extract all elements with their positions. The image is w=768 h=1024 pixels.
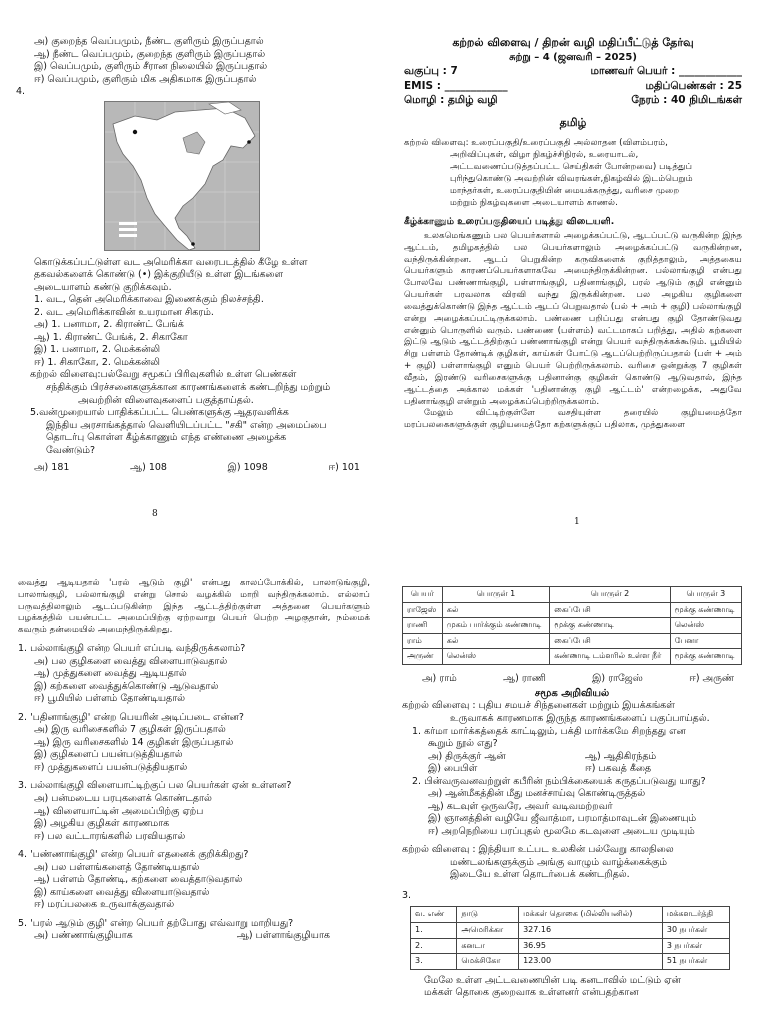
- page-1: [384, 0, 768, 535]
- option-row: [18, 930, 370, 943]
- outcome-line: கற்றல் விளைவு: உரைப்பகுதி/உரைப்பகுதி அல்லாதன (விளம்பரம்,: [404, 137, 668, 148]
- q5-options: [34, 462, 370, 475]
- question-text-line: 5.வன்முறையால் பாதிக்கப்பட்ட பெண்களுக்கு ஆதரவளிக்க: [30, 407, 289, 419]
- table-options: [422, 673, 742, 686]
- table-row: [403, 602, 742, 618]
- option[interactable]: அ) இரு வரிசைகளில் 7 குழிகள் இருப்பதால்: [34, 724, 226, 736]
- learning-outcome: [402, 700, 742, 725]
- outcome-line: மாந்தர்கள், உரைப்பகுதியின் மையக்கருத்து, வரிசை முறை: [450, 185, 680, 196]
- header-row: [404, 94, 742, 108]
- table-header: வ. எண்: [411, 907, 457, 923]
- table-cell: அமெரிக்கா: [457, 922, 519, 938]
- table-cell: கைப்பேசி: [550, 633, 671, 649]
- option[interactable]: அ) பல குழிகளை வைத்து விளையாடுவதால்: [34, 655, 228, 667]
- table-cell: 30 நபர்கள்: [662, 922, 729, 938]
- passage-paragraph: உலகமெங்கணும் பல பெயர்களால் அழைக்கப்பட்டு, ஆடப்பட்டு வருகின்ற இந்த ஆட்டம், தமிழகத்தில் பல பெயர்களாலும் அழைக்கப்பட்டு வருகின்றன, வந்திருக்கின்றன. ஆடப் பெறுகின்ற கருவிகளைக் குறித்தாலும், அத்தகைய பெயர்களும் காரணப்பெயர்களாகவே அமைந்திருக்கின்றன. பல்லாங்குழி என்பது போலவே பண்ணாங்குழி, பள்ளாங்குழி, பதினாங்குழி, பரல் ஆடும் குழி என்னும் பெயர்கள் பரவலாக விரவி வந்து இருக்கின்றன. பல அழகிய குழிகளை வைத்துக்கொண்டு இந்த ஆட்டம் ஆடப் பெறுவதால் (பல் + அம் + குழி) பல்லாங்குழி என்று அழைக்கப்பட்டிருக்கலாம். பண்ணை பறிப்பது என்பது குழி தோண்டுவது என்னும் பொருளில் வரும். பண்ணை (பள்ளம்) வட்டமாகப் பறித்து, அதில் கற்களை இட்டு ஆடும் ஆட்டத்திற்குப் பண்ணாங்குழி என்று பெயர் வந்திருக்கக்கூடும். பூமியில் சிறு பள்ளம் தோண்டிக் குழிகள், காய்கள் போட்டு ஆடப்பெற்றிருப்பதால் (பள் + அம் + குழி) பள்ளாங்குழி எனும் பெயர் பெற்றிருக்கலாம். வரிசை ஒன்றுக்கு 7 குழிகள் வீதம், இரண்டு வரிசைகளுக்கு பதினான்கு குழிகள் கொண்டு ஆடுவதால், இந்த ஆட்டத்தை அக்கால மக்கள் 'பதினான்கு குழி ஆட்டம்' என்றழைக்க, அதுவே பதினாங்குழி என்றும் அழைக்கப்பெற்றிருக்கலாம்.: [404, 230, 742, 407]
- question-text-line: மக்கள் தொகை குறைவாக உள்ளனர் என்பதற்கான: [424, 987, 639, 999]
- question-text: 2. பின்வருவனவற்றுள் கபீரின் நம்பிக்கையைக் கருதப்படுவது யாது?: [412, 775, 706, 787]
- table-row: [403, 618, 742, 634]
- table-header: மக்களடர்த்தி: [662, 907, 729, 923]
- table-cell: ராஜேஸ்: [403, 602, 443, 618]
- option[interactable]: ஆ) விளையாட்டின் அமைப்பிற்கு ஏற்ப: [34, 805, 204, 817]
- header-row: [404, 80, 742, 94]
- question-text-line: கொடுக்கப்பட்டுள்ள வட அமெரிக்கா வரைபடத்தில் கீழே உள்ள: [34, 256, 308, 268]
- option-row: [412, 751, 742, 764]
- table-cell: லென்ஸ்: [442, 649, 549, 665]
- page-number: 1: [574, 517, 580, 528]
- option[interactable]: இ) கற்களை வைத்துக்கொண்டு ஆடுவதால்: [34, 680, 219, 692]
- option[interactable]: இ) 1098: [227, 462, 268, 474]
- option[interactable]: ஆ) நீண்ட வெப்பமும், குறைந்த குளிரும் இருப்பதால்: [34, 48, 266, 60]
- option[interactable]: ஆ) ஆதிகிரந்தம்: [585, 750, 657, 762]
- outcome-line: அவற்றின் விளைவுகளைப் பகுத்தாய்தல்.: [78, 394, 254, 406]
- option[interactable]: அ) ஆன்மீகத்தின் மீது மனச்சாய்வு கொண்டிருத்தல்: [428, 788, 646, 800]
- outcome-line: கற்றல் விளைவு : இந்தியா உட்பட உலகின் பல்வேறு காலநிலை: [402, 844, 674, 856]
- page-gap: [0, 535, 768, 570]
- option[interactable]: அ) பல பள்ளங்களைத் தோண்டியதால்: [34, 861, 200, 873]
- question-text: [402, 975, 742, 1000]
- option[interactable]: அ) பன்மடைய பரபுகளைக் கொண்டதால்: [34, 792, 212, 804]
- option[interactable]: ஆ) 1. கிராண்ட் பேங்க், 2. சிகாகோ: [34, 331, 188, 343]
- option[interactable]: அ) பண்ணாங்குழியாக: [34, 930, 133, 942]
- medium-label: மொழி : தமிழ் வழி: [404, 94, 498, 107]
- exam-title: கற்றல் விளைவு / திறன் வழி மதிப்பீட்டுத் தேர்வு: [452, 36, 694, 49]
- table-cell: கனடா: [457, 938, 519, 954]
- exam-subtitle: சுற்று – 4 (ஜனவரி – 2025): [509, 51, 637, 63]
- table-header: மக்கள் தொகை (மில்லியனில்): [519, 907, 663, 923]
- table-header: பெயர்: [403, 587, 443, 603]
- option[interactable]: ஈ) பூமியில் பள்ளம் தோண்டியதால்: [34, 693, 186, 705]
- option[interactable]: ஈ) அறநெறியை பரப்புதல் மூலமே கடவுளை அடைய முடியும்: [428, 825, 695, 837]
- page-2: [0, 570, 384, 1024]
- q4-options: [34, 319, 370, 369]
- table-cell: லென்ஸ்: [670, 618, 741, 634]
- outcome-line: உருவாகக் காரணமாக இருந்த காரணங்களைப் பகுப்பாய்தல்.: [450, 712, 710, 724]
- question: [18, 918, 370, 943]
- outcome-line: கற்றல் விளைவு : புதிய சமயச் சிந்தனைகள் மற்றும் இயக்கங்கள்: [402, 700, 675, 712]
- table-row: [411, 938, 730, 954]
- option[interactable]: ஈ) 101: [328, 462, 360, 474]
- question-number: 4.: [16, 86, 26, 98]
- table-row: [403, 633, 742, 649]
- question-text: 1. கர்மா மார்க்கத்தைக் காட்டிலும், பக்தி மார்க்கமே சிறந்தது என: [412, 725, 686, 737]
- outcome-line: அட்டவணைப்படுத்தப்பட்ட செய்திகள் போன்றவை) படித்துப்: [450, 161, 693, 172]
- option[interactable]: இ) 1. பனாமா, 2. மெக்கன்லி: [34, 344, 161, 356]
- page-3: [384, 570, 768, 1024]
- table-cell: 123.00: [519, 954, 663, 970]
- question-text-line: தகவல்களைக் கொண்டு (•) இக்குறியீடு உள்ள இடங்களை: [34, 269, 284, 281]
- map-graphic: [105, 102, 260, 251]
- table-cell: 1.: [411, 922, 457, 938]
- time-label: நேரம் : 40 நிமிடங்கள்: [631, 94, 742, 107]
- table-cell: மெக்சிகோ: [457, 954, 519, 970]
- table-cell: ராம்: [403, 633, 443, 649]
- question: [18, 712, 370, 775]
- option[interactable]: ஈ) முத்துகளைப் பயன்படுத்தியதால்: [34, 761, 188, 773]
- question-text: 5. 'பரல் ஆடும் குழி' என்ற பெயர் தற்போது எவ்வாறு மாறியது?: [18, 917, 294, 929]
- passage-paragraph: மேலும் விட்டிற்குள்ளே வசதியுள்ள தரையில் குழியமைத்தோ மரப்பலகைகளுக்குள் குழியமைத்தோ கற்களுக்குப் பதிலாக, முத்துகளை: [404, 408, 742, 431]
- table-cell: 51 நபர்கள்: [662, 954, 729, 970]
- population-table: [410, 906, 730, 969]
- option[interactable]: ஆ) ராணி: [503, 672, 546, 684]
- outcome-line: புரிந்துகொண்டு அவற்றின் விவரங்கள்,நிகழ்வில் இடம்பெறும்: [450, 173, 693, 184]
- option[interactable]: ஈ) பகவத் கீதை: [585, 763, 652, 775]
- page-number: 8: [152, 509, 158, 520]
- table-cell: கல்: [442, 602, 549, 618]
- learning-outcome: [404, 137, 742, 209]
- question-text: 1. பல்லாங்குழி என்ற பெயர் எப்படி வந்திருக்கலாம்?: [18, 643, 246, 655]
- option[interactable]: அ) குறைந்த வெப்பமும், நீண்ட குளிரும் இருப்பதால்: [34, 36, 264, 47]
- table-cell: கைப்பேசி: [550, 602, 671, 618]
- question: [18, 643, 370, 706]
- table-row: [403, 649, 742, 665]
- option[interactable]: அ) திருக்குர் ஆன்: [428, 750, 506, 762]
- question-text: 3. பல்லாங்குழி விளையாட்டிற்குப் பல பெயர்கள் ஏன் உள்ளன?: [18, 780, 292, 792]
- option[interactable]: இ) ராஜேஸ்: [592, 672, 643, 684]
- table-header: பொருள் 3: [670, 587, 741, 603]
- option[interactable]: இ) ஞானத்தின் வழியே ஜீவாத்மா, பரமாத்மாவுடன் இணையும்: [428, 813, 697, 825]
- option[interactable]: இ) காய்களை வைத்து விளையாடுவதால்: [34, 886, 210, 898]
- question-text: 4. 'பண்ணாங்குழி' என்ற பெயர் எதனைக் குறிக்கிறது?: [18, 849, 249, 861]
- outcome-line: மற்றும் நிகழ்வுகளை அடையாளம் காணல்.: [450, 197, 618, 208]
- outcome-line: சந்திக்கும் பிரச்சனைகளுக்கான காரணங்களைக் கண்டறிந்து மற்றும்: [46, 381, 331, 393]
- table-cell: 3.: [411, 954, 457, 970]
- option[interactable]: இ) அழகிய குழிகள் காரணமாக: [34, 818, 170, 830]
- table-cell: மூக்கு கண்ணாடி: [670, 602, 741, 618]
- marks-label: மதிப்பெண்கள் : 25: [645, 79, 742, 92]
- question-text-line: வேண்டும்?: [46, 444, 96, 456]
- option[interactable]: இ) பைபிள்: [428, 763, 478, 775]
- option[interactable]: இ) குழிகளைப் பயன்படுத்தியதால்: [34, 749, 183, 761]
- passage-continuation: வைத்து ஆடியதால் 'பரல் ஆடும் குழி' என்பது காலப்போக்கில், பாலாடுங்குழி, பாலாங்குழி, பல்லாங்குழி என்று சொல் வழக்கில் மாறி வந்திருக்கலாம். எல்லாப் பருவத்திலாலும் ஆடப்படுகின்ற இந்த ஆட்டத்திற்குள்ள அத்தனை பெயர்களும் பழக்கத்தில் பயன்பட்ட அமைப்பிற்கு ஏற்றவாறு பெயர் பெற்ற அழகுதான், நம்மைக் கவரும் தன்மையில் அமைந்திருக்கிறது.: [18, 578, 370, 636]
- question-text-line: மேலே உள்ள அட்டவணையின் படி கனடாவில் மட்டும் ஏன்: [424, 974, 681, 986]
- north-america-map: [104, 101, 260, 251]
- question-text-line: தொடர்பு கொள்ள கீழ்க்காணும் எந்த எண்ணை அழைக்க: [46, 432, 287, 444]
- subject-heading: தமிழ்: [559, 116, 587, 130]
- table-header: பொருள் 2: [550, 587, 671, 603]
- question: [402, 776, 742, 839]
- option[interactable]: ஈ) மரப்பலகை உருவாக்குவதால்: [34, 899, 175, 911]
- table-cell: 36.95: [519, 938, 663, 954]
- table-cell: ராணி: [403, 618, 443, 634]
- page-8: [0, 0, 384, 535]
- option[interactable]: ஆ) முத்துகளை வைத்து ஆடியதால்: [34, 668, 187, 680]
- table-cell: மூக்கு கண்ணாடி: [670, 649, 741, 665]
- option[interactable]: ஆ) பள்ளாங்குழியாக: [236, 930, 330, 942]
- table-cell: அருண்: [403, 649, 443, 665]
- question: [18, 780, 370, 843]
- question: [402, 726, 742, 776]
- question-text-line: அடையாளம் கண்டு குறிக்கவும்.: [34, 281, 172, 293]
- outcome-line: இடையே உள்ள தொடர்பைக் கண்டறிதல்.: [450, 869, 630, 881]
- table-row: [411, 954, 730, 970]
- table-cell: பேனா: [670, 633, 741, 649]
- header-row: [404, 65, 742, 79]
- question-text-line: இந்திய அரசாங்கத்தால் வெளியிடப்பட்ட "சகி" என்ற அமைப்பை: [46, 419, 327, 431]
- outcome-line: கற்றல் விளைவு:பல்வேறு சமூகப் பிரிவுகளில் உள்ள பெண்கள்: [30, 369, 297, 381]
- q5-text: [30, 407, 370, 457]
- option[interactable]: அ) ராம்: [422, 672, 457, 684]
- option[interactable]: ஆ) பள்ளம் தோண்டி, கற்களை வைத்தாடுவதால்: [34, 874, 243, 886]
- table-cell: முகம் பார்க்கும் கண்ணாடி: [442, 618, 549, 634]
- learning-outcome: [402, 844, 742, 882]
- option[interactable]: ஈ) வெப்பமும், குளிரும் மிக அதிகமாக இருப்பதால்: [34, 73, 257, 85]
- table-row: [411, 922, 730, 938]
- table-cell: கல்: [442, 633, 549, 649]
- table-header: பொருள் 1: [442, 587, 549, 603]
- item-line: 1. வட, தென் அமெரிக்காவை இணைக்கும் நிலச்சந்தி.: [34, 294, 264, 306]
- objects-table: [402, 586, 742, 665]
- table-cell: மூக்கு கண்ணாடி: [550, 618, 671, 634]
- passage-heading: கீழ்க்காணும் உரைப்பகுதியைப் படித்து விடையளி.: [404, 215, 615, 227]
- question: [18, 849, 370, 912]
- option[interactable]: அ) 1. பனாமா, 2. கிராண்ட் பேங்க்: [34, 319, 184, 331]
- table-cell: 327.16: [519, 922, 663, 938]
- option[interactable]: ஆ) 108: [130, 462, 167, 474]
- table-header: நாடு: [457, 907, 519, 923]
- item-line: 2. வட அமெரிக்காவின் உயரமான சிகரம்.: [34, 306, 214, 318]
- learning-outcome: [30, 369, 370, 407]
- student-name-field[interactable]: மாணவர் பெயர் : ____________: [590, 64, 742, 77]
- q3-options: [34, 36, 370, 86]
- option[interactable]: ஆ) இரு வரிசைகளில் 14 குழிகள் இருப்பதால்: [34, 736, 234, 748]
- option[interactable]: ஈ) பல வட்டாரங்களில் பரவியதால்: [34, 830, 186, 842]
- option[interactable]: ஈ) அருண்: [689, 672, 734, 684]
- class-label: வகுப்பு : 7: [404, 64, 458, 77]
- option[interactable]: இ) வெப்பமும், குளிரும் சீரான நிலையில் இருப்பதால்: [34, 61, 268, 73]
- question-text: கூறும் நூல் எது?: [428, 738, 498, 750]
- table-cell: 2.: [411, 938, 457, 954]
- outcome-line: மண்டலங்களுக்கும் அங்கு வாழும் வாழ்க்கைக்கும்: [450, 856, 668, 868]
- option[interactable]: ஈ) 1. சிகாகோ, 2. மெக்கன்லி: [34, 356, 160, 368]
- q4-text: [34, 257, 370, 295]
- option-row: [412, 763, 742, 776]
- option[interactable]: ஆ) கடவுள் ஒருவரே, அவர் வடிவமற்றவர்: [428, 800, 613, 812]
- question-text: 2. 'பதினாங்குழி' என்ற பெயரின் அடிப்படை என்ன?: [18, 711, 244, 723]
- q4-items: [34, 294, 370, 319]
- outcome-line: அறிவிப்புகள், விழா நிகழ்ச்சிநிரல், உரையாடல்,: [450, 149, 639, 160]
- question-number: 3.: [402, 889, 412, 901]
- option[interactable]: அ) 181: [34, 462, 70, 474]
- emis-field[interactable]: EMIS : ____________: [404, 79, 508, 92]
- table-cell: 3 நபர்கள்: [662, 938, 729, 954]
- table-cell: கண்ணாடி டம்ளரில் உள்ள நீர்: [550, 649, 671, 665]
- subject-heading: சமூக அறிவியல்: [534, 688, 610, 700]
